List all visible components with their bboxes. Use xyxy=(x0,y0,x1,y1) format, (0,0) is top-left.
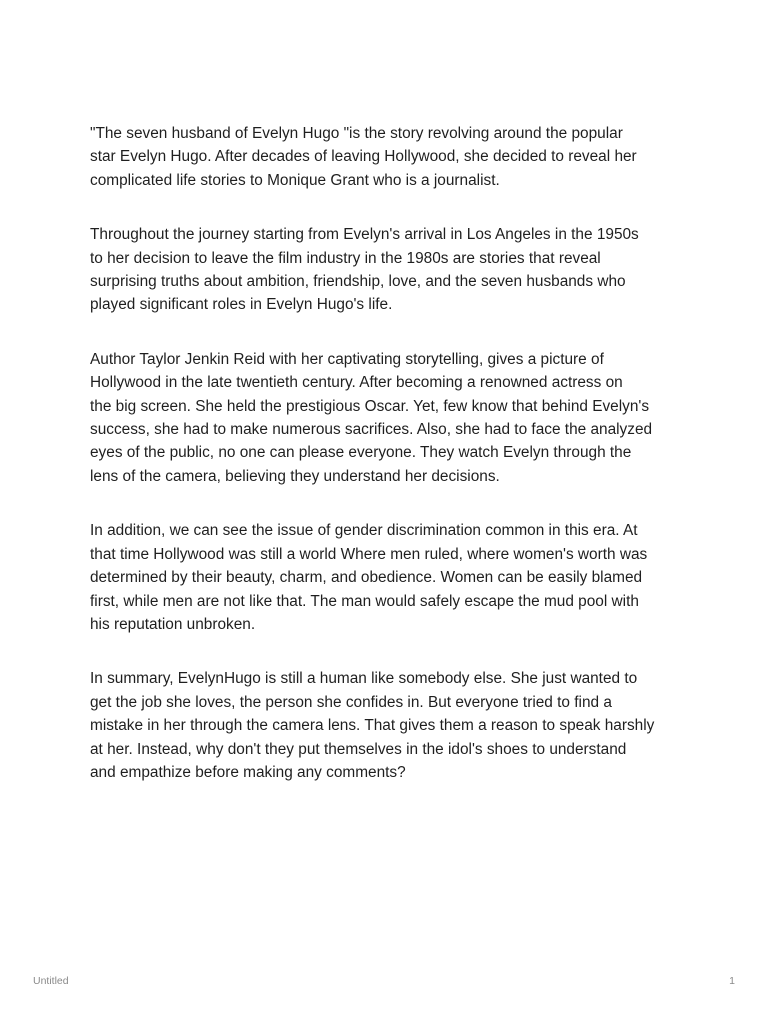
document-body xyxy=(90,122,686,815)
footer-page-number: 1 xyxy=(729,975,735,987)
paragraph-1: "The seven husband of Evelyn Hugo "is the story revolving around the popular star Evelyn Hugo. After decades of leaving Hollywood, she decided to reveal her complicated life stories to Monique Grant who is a journalist. xyxy=(90,125,637,189)
paragraph-3: Author Taylor Jenkin Reid with her captivating storytelling, gives a picture of Hollywood in the late twentieth century. After becoming a renowned actress on the big screen. She held the prestigious Oscar. Yet, few know that behind Evelyn's success, she had to make numerous sacrifices. Also, she had to face the analyzed eyes of the public, no one can please everyone. They watch Evelyn through the lens of the camera, believing they understand her decisions. xyxy=(90,350,653,485)
footer-document-title: Untitled xyxy=(33,975,69,987)
paragraph-4: In addition, we can see the issue of gender discrimination common in this era. At that time Hollywood was still a world Where men ruled, where women's worth was determined by their beauty, charm, and obedience. Women can be easily blamed first, while men are not like that. The man would safely escape the mud pool with his reputation unbroken. xyxy=(90,522,648,633)
paragraph-5: In summary, EvelynHugo is still a human like somebody else. She just wanted to get the job she loves, the person she confides in. But everyone tried to find a mistake in her through the camera lens. That gives them a reason to speak harshly at her. Instead, why don't they put themselves in the idol's shoes to understand and empathize before making any comments? xyxy=(90,670,655,781)
paragraph-2: Throughout the journey starting from Evelyn's arrival in Los Angeles in the 1950s to her decision to leave the film industry in the 1980s are stories that reveal surprising truths about ambition, friendship, love, and the seven husbands who played significant roles in Evelyn Hugo's life. xyxy=(90,226,639,314)
